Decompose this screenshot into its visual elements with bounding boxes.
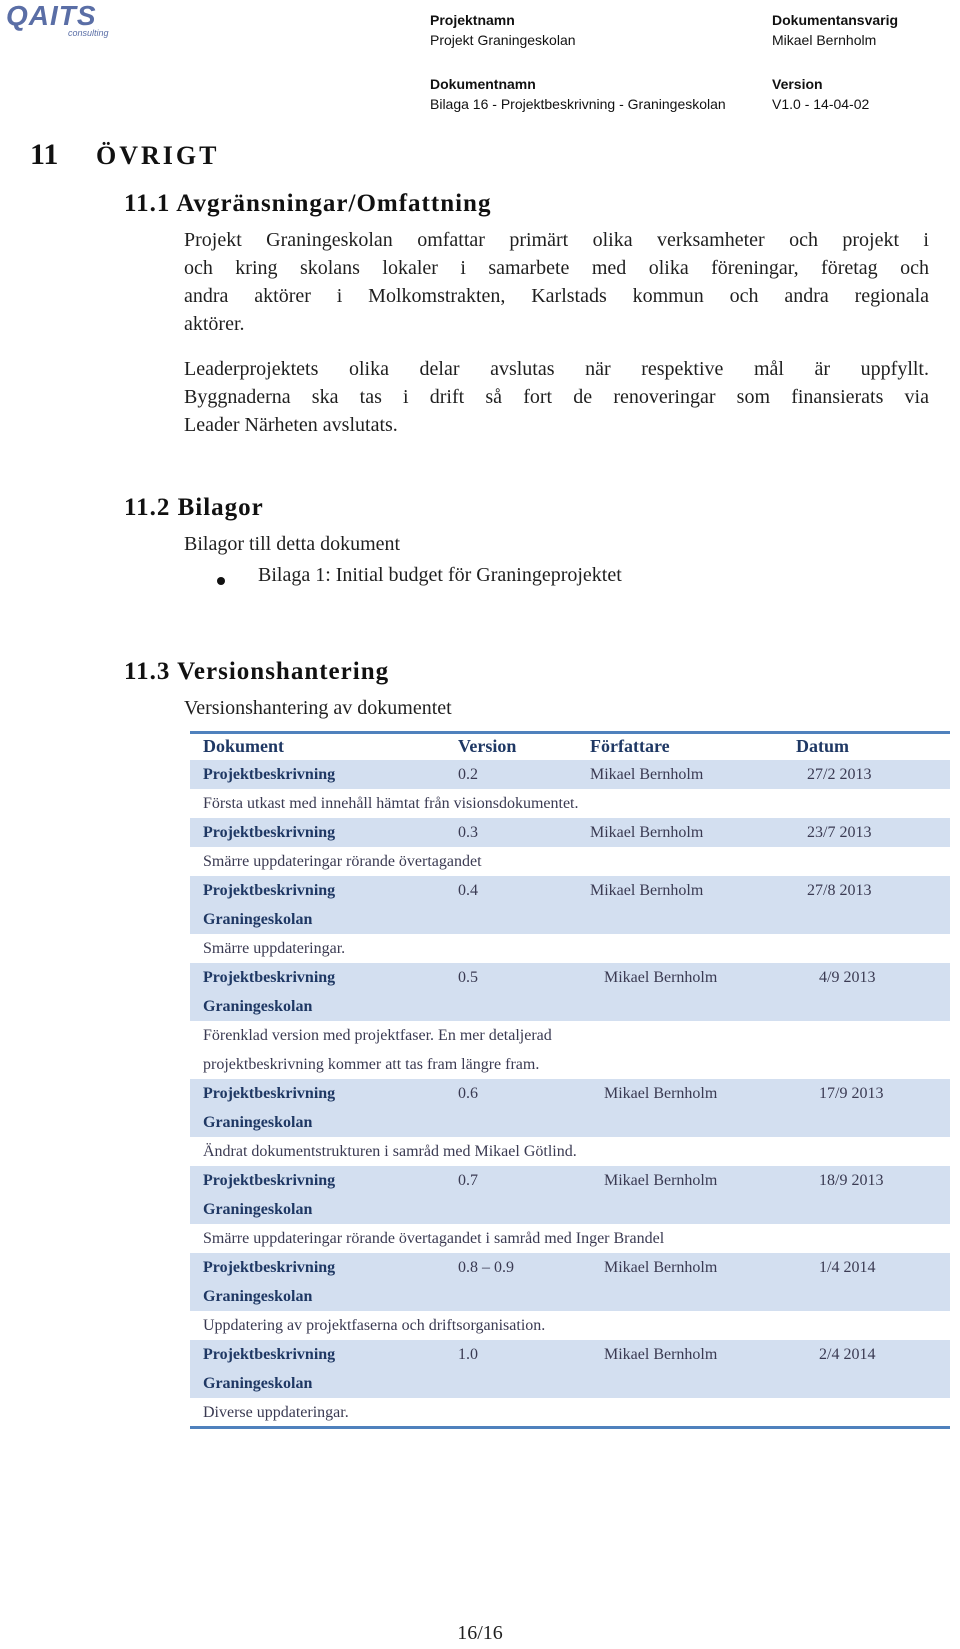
cell-author: Mikael Bernholm bbox=[590, 882, 704, 899]
table-bottom-rule bbox=[190, 1426, 950, 1429]
cell-version: 0.4 bbox=[458, 882, 478, 899]
s1-p2-line3: Leader Närheten avslutats. bbox=[184, 414, 398, 436]
cell-document: Projektbeskrivning bbox=[203, 1346, 336, 1363]
s1-p1-line3: andra aktörer i Molkomstrakten, Karlstads kommun och andra regionala bbox=[184, 285, 929, 307]
cell-version: 0.7 bbox=[458, 1172, 478, 1189]
cell-note: Förenklad version med projektfaser. En mer detaljerad bbox=[203, 1027, 552, 1044]
cell-author: Mikael Bernholm bbox=[604, 1172, 718, 1189]
table-row bbox=[190, 1166, 950, 1224]
col-dokument: Dokument bbox=[203, 736, 285, 756]
table-row bbox=[190, 1340, 950, 1398]
dokumentnamn-label: Dokumentnamn bbox=[430, 76, 536, 92]
cell-document: Projektbeskrivning bbox=[203, 1259, 336, 1276]
cell-document-line2: Graningeskolan bbox=[203, 911, 313, 928]
ansvarig-value: Mikael Bernholm bbox=[772, 32, 877, 48]
table-row bbox=[190, 963, 950, 1021]
cell-author: Mikael Bernholm bbox=[604, 1259, 718, 1276]
page-number: 16/16 bbox=[457, 1622, 503, 1644]
col-version: Version bbox=[458, 736, 517, 756]
table-note-row bbox=[190, 1311, 950, 1340]
header-ansvarig bbox=[772, 10, 898, 50]
table-row bbox=[190, 760, 950, 789]
bilaga-1-item: Bilaga 1: Initial budget för Graningeprojektet bbox=[258, 564, 622, 586]
table-note-row bbox=[190, 1137, 950, 1166]
cell-version: 0.2 bbox=[458, 766, 478, 783]
projektnamn-value: Projekt Graningeskolan bbox=[430, 32, 576, 48]
cell-date: 1/4 2014 bbox=[819, 1259, 876, 1276]
cell-note: Smärre uppdateringar rörande övertagandet i samråd med Inger Brandel bbox=[203, 1230, 665, 1247]
version-label: Version bbox=[772, 76, 823, 92]
cell-document-line2: Graningeskolan bbox=[203, 1288, 313, 1305]
projektnamn-label: Projektnamn bbox=[430, 12, 515, 28]
cell-date: 18/9 2013 bbox=[819, 1172, 884, 1189]
dokumentnamn-value: Bilaga 16 - Projektbeskrivning - Graningeskolan bbox=[430, 96, 726, 112]
cell-document-line2: Graningeskolan bbox=[203, 1201, 313, 1218]
table-note-row bbox=[190, 1021, 950, 1079]
header-dokumentnamn bbox=[430, 74, 726, 114]
qaits-logo bbox=[6, 0, 126, 38]
table-note-row bbox=[190, 847, 950, 876]
cell-version: 0.6 bbox=[458, 1085, 478, 1102]
s1-p1-line4: aktörer. bbox=[184, 313, 245, 335]
cell-author: Mikael Bernholm bbox=[590, 824, 704, 841]
heading-11-3: 11.3 Versionshantering bbox=[124, 658, 390, 685]
table-row bbox=[190, 1253, 950, 1311]
cell-document: Projektbeskrivning bbox=[203, 882, 336, 899]
cell-date: 2/4 2014 bbox=[819, 1346, 876, 1363]
cell-date: 27/8 2013 bbox=[807, 882, 872, 899]
bullet-dot bbox=[217, 577, 225, 585]
header-projektnamn bbox=[430, 10, 576, 50]
ansvarig-label: Dokumentansvarig bbox=[772, 12, 899, 28]
col-forfattare: Författare bbox=[590, 736, 670, 756]
table-note-row bbox=[190, 789, 950, 818]
cell-author: Mikael Bernholm bbox=[590, 766, 704, 783]
col-datum: Datum bbox=[796, 736, 849, 756]
table-row bbox=[190, 876, 950, 934]
table-row bbox=[190, 818, 950, 847]
cell-document: Projektbeskrivning bbox=[203, 766, 336, 783]
table-note-row bbox=[190, 934, 950, 963]
s1-p1-line1: Projekt Graningeskolan omfattar primärt olika verksamheter och projekt i bbox=[184, 229, 929, 251]
s1-p1-line2: och kring skolans lokaler i samarbete med olika föreningar, företag och bbox=[184, 257, 929, 279]
cell-author: Mikael Bernholm bbox=[604, 1085, 718, 1102]
bilagor-intro: Bilagor till detta dokument bbox=[184, 533, 401, 555]
cell-note: Smärre uppdateringar rörande övertagandet bbox=[203, 853, 482, 870]
cell-document: Projektbeskrivning bbox=[203, 1085, 336, 1102]
cell-document: Projektbeskrivning bbox=[203, 824, 336, 841]
cell-document: Projektbeskrivning bbox=[203, 969, 336, 986]
header-version bbox=[772, 74, 869, 114]
cell-date: 17/9 2013 bbox=[819, 1085, 884, 1102]
cell-version: 0.5 bbox=[458, 969, 478, 986]
table-note-row bbox=[190, 1398, 950, 1427]
cell-author: Mikael Bernholm bbox=[604, 1346, 718, 1363]
versions-intro: Versionshantering av dokumentet bbox=[184, 697, 452, 719]
cell-date: 4/9 2013 bbox=[819, 969, 876, 986]
cell-date: 27/2 2013 bbox=[807, 766, 872, 783]
cell-note: Uppdatering av projektfaserna och driftsorganisation. bbox=[203, 1317, 546, 1334]
version-value: V1.0 - 14-04-02 bbox=[772, 96, 870, 112]
cell-note: Diverse uppdateringar. bbox=[203, 1404, 349, 1421]
s1-p2-line2: Byggnaderna ska tas i drift så fort de renoveringar som finansierats via bbox=[184, 386, 929, 408]
cell-date: 23/7 2013 bbox=[807, 824, 872, 841]
cell-note: Ändrat dokumentstrukturen i samråd med Mikael Götlind. bbox=[203, 1143, 577, 1160]
cell-document: Projektbeskrivning bbox=[203, 1172, 336, 1189]
cell-note: Första utkast med innehåll hämtat från visionsdokumentet. bbox=[203, 795, 579, 812]
cell-document-line2: Graningeskolan bbox=[203, 1114, 313, 1131]
section-heading: 11 ÖVRIGT bbox=[30, 138, 220, 171]
version-table-header bbox=[190, 731, 950, 761]
logo-text: QAITS bbox=[6, 0, 97, 31]
cell-document-line2: Graningeskolan bbox=[203, 1375, 313, 1392]
cell-note: Smärre uppdateringar. bbox=[203, 940, 346, 957]
s1-p2-line1: Leaderprojektets olika delar avslutas när respektive mål är uppfyllt. bbox=[184, 358, 929, 380]
cell-version: 0.3 bbox=[458, 824, 478, 841]
table-row bbox=[190, 1079, 950, 1137]
cell-version: 1.0 bbox=[458, 1346, 478, 1363]
cell-author: Mikael Bernholm bbox=[604, 969, 718, 986]
cell-version: 0.8 – 0.9 bbox=[458, 1259, 514, 1276]
logo-sub: consulting bbox=[68, 28, 109, 38]
table-note-row bbox=[190, 1224, 950, 1253]
cell-note: projektbeskrivning kommer att tas fram längre fram. bbox=[203, 1056, 540, 1073]
heading-11-2: 11.2 Bilagor bbox=[124, 494, 264, 521]
cell-document-line2: Graningeskolan bbox=[203, 998, 313, 1015]
heading-11-1: 11.1 Avgränsningar/Omfattning bbox=[124, 190, 492, 217]
